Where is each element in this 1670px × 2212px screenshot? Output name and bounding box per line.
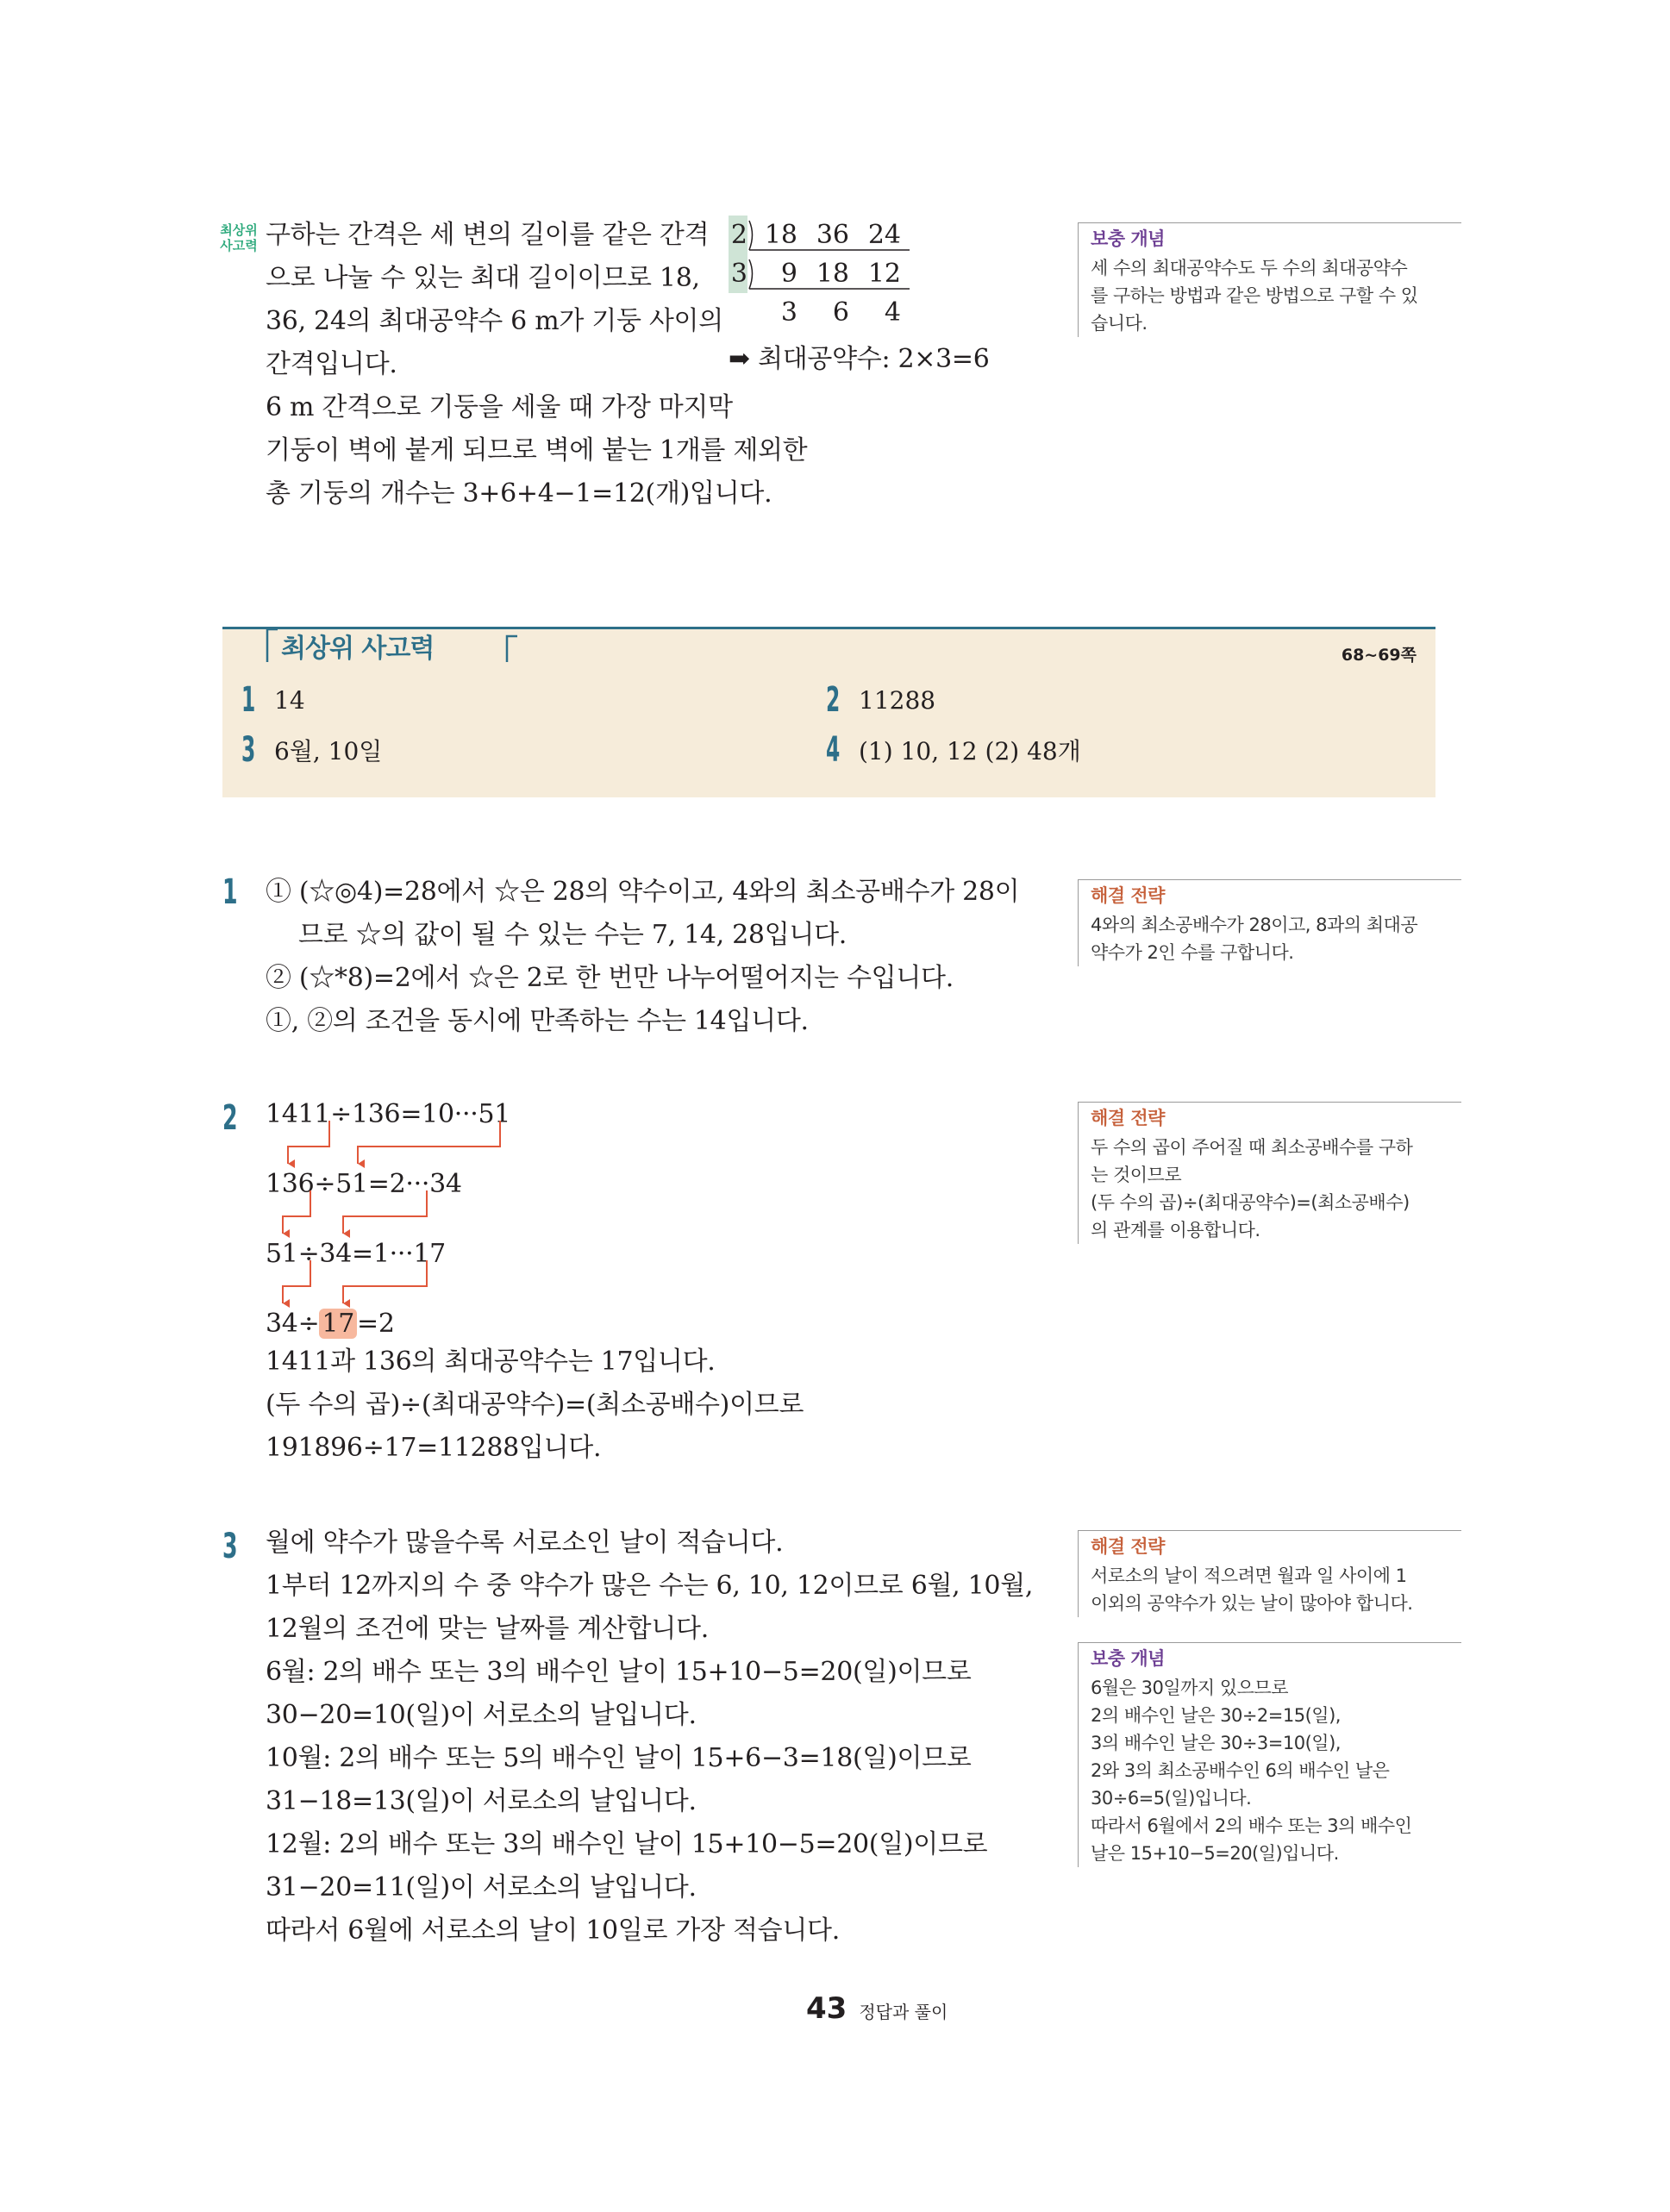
text-line: 6 m 간격으로 기둥을 세울 때 가장 마지막 (266, 392, 733, 422)
note-line: 2의 배수인 날은 30÷2=15(일), (1091, 1705, 1341, 1726)
text-line: 12월의 조건에 맞는 날짜를 계산합니다. (266, 1614, 709, 1644)
gcd-result: ➡ 최대공약수: 2×3=6 (729, 344, 990, 374)
note-line: 를 구하는 방법과 같은 방법으로 구할 수 있 (1091, 285, 1418, 306)
answer-number: 4 (826, 730, 841, 770)
answer-item (826, 728, 1081, 772)
note-title: 보충 개념 (1091, 228, 1165, 249)
text-line: ① (☆◎4)=28에서 ☆은 28의 약수이고, 4와의 최소공배수가 28이 (266, 877, 1020, 907)
page-footer (806, 1991, 948, 2026)
cell: 6 (832, 297, 849, 328)
note-line: 30÷6=5(일)입니다. (1091, 1788, 1252, 1809)
note-line: 날은 15+10−5=20(일)입니다. (1091, 1843, 1339, 1864)
side-note-p3-strategy (1078, 1530, 1461, 1617)
side-note-p3-concept (1078, 1642, 1461, 1867)
text-line: 1부터 12까지의 수 중 약수가 많은 수는 6, 10, 12이므로 6월, 10월, (266, 1571, 1034, 1601)
note-line: 세 수의 최대공약수도 두 수의 최대공약수 (1091, 258, 1408, 278)
text-line: 따라서 6월에 서로소의 날이 10일로 가장 적습니다. (266, 1915, 840, 1946)
euclid-step: 1411÷136=10···51 (266, 1099, 511, 1129)
problem-number: 2 (222, 1098, 238, 1138)
cell: 24 (867, 220, 901, 250)
text-line: 총 기둥의 개수는 3+6+4−1=12(개)입니다. (266, 478, 772, 509)
euclid-arrows (259, 1121, 535, 1328)
side-note-top (1078, 222, 1461, 337)
note-title: 해결 전략 (1091, 1108, 1165, 1128)
note-line: 약수가 2인 수를 구합니다. (1091, 942, 1294, 963)
problem-2-solution (266, 1340, 804, 1470)
footer-label: 정답과 풀이 (859, 2002, 948, 2022)
cell: 18 (764, 220, 797, 250)
note-line: (두 수의 곱)÷(최대공약수)=(최소공배수) (1091, 1192, 1410, 1213)
answer-number: 3 (241, 730, 256, 770)
cell: 36 (816, 220, 849, 250)
side-note-p2 (1078, 1102, 1461, 1244)
text-line: 1411과 136의 최대공약수는 17입니다. (266, 1347, 716, 1377)
problem-number: 3 (222, 1527, 238, 1566)
cell: 18 (816, 259, 849, 289)
text-line: ② (☆*8)=2에서 ☆은 2로 한 번만 나누어떨어지는 수입니다. (266, 963, 954, 993)
note-line: 따라서 6월에서 2의 배수 또는 3의 배수인 (1091, 1815, 1412, 1836)
text-line: 31−18=13(일)이 서로소의 날입니다. (266, 1786, 697, 1816)
page-number: 43 (806, 1991, 848, 2026)
answer-value: 11288 (859, 685, 936, 715)
cell: 12 (867, 259, 901, 289)
section-title: 최상위 사고력 (281, 634, 435, 664)
text-line: 월에 약수가 많을수록 서로소인 날이 적습니다. (266, 1528, 784, 1558)
divisor: 2 (729, 216, 747, 254)
note-title: 해결 전략 (1091, 1536, 1165, 1557)
text-line: (두 수의 곱)÷(최대공약수)=(최소공배수)이므로 (266, 1390, 804, 1420)
note-line: 3의 배수인 날은 30÷3=10(일), (1091, 1733, 1341, 1753)
text-line: ①, ②의 조건을 동시에 만족하는 수는 14입니다. (266, 1006, 809, 1036)
note-line: 두 수의 곱이 주어질 때 최소공배수를 구하 (1091, 1137, 1413, 1158)
euclid-step: 136÷51=2···34 (266, 1169, 462, 1199)
top-tag: 최상위 사고력 (220, 222, 258, 253)
cell: 3 (780, 297, 797, 328)
division-bracket-lines (729, 216, 927, 336)
note-line: 서로소의 날이 적으려면 월과 일 사이에 1 (1091, 1565, 1407, 1586)
divisor: 3 (729, 254, 747, 293)
text-line: 간격입니다. (266, 349, 397, 379)
text-line: 10월: 2의 배수 또는 5의 배수인 날이 15+6−3=18(일)이므로 (266, 1743, 972, 1773)
text-line: 구하는 간격은 세 변의 길이를 같은 간격 (266, 220, 710, 250)
note-line: 2와 3의 최소공배수인 6의 배수인 날은 (1091, 1760, 1390, 1781)
answer-item (241, 728, 382, 772)
answer-number: 2 (826, 680, 841, 720)
note-title: 보충 개념 (1091, 1648, 1165, 1669)
euclid-step: 51÷34=1···17 (266, 1239, 446, 1269)
cell: 9 (780, 259, 797, 289)
answer-value: 6월, 10일 (274, 737, 383, 765)
text-line: 므로 ☆의 값이 될 수 있는 수는 7, 14, 28입니다. (298, 920, 847, 950)
note-line: 6월은 30일까지 있으므로 (1091, 1678, 1289, 1698)
problem-number: 1 (222, 872, 238, 912)
page-range: 68~69쪽 (1341, 646, 1417, 665)
answer-item (241, 678, 305, 722)
note-line: 이외의 공약수가 있는 날이 많아야 합니다. (1091, 1593, 1413, 1614)
euclid-step: 34÷ 17 =2 (266, 1309, 395, 1339)
answer-panel (222, 627, 1435, 797)
problem-1-solution (266, 871, 1019, 1043)
answer-item (826, 678, 935, 722)
note-title: 해결 전략 (1091, 885, 1165, 906)
cell: 4 (884, 297, 901, 328)
text-line: 191896÷17=11288입니다. (266, 1433, 602, 1463)
problem-3-solution (266, 1522, 1033, 1953)
answer-value: 14 (274, 685, 305, 715)
text-line: 30−20=10(일)이 서로소의 날입니다. (266, 1700, 697, 1730)
answer-number: 1 (241, 680, 256, 720)
top-explanation (266, 214, 807, 516)
gcd-highlight: 17 (319, 1309, 357, 1339)
side-note-p1 (1078, 879, 1461, 966)
text-line: 으로 나눌 수 있는 최대 길이이므로 18, (266, 263, 700, 293)
text-line: 36, 24의 최대공약수 6 m가 기둥 사이의 (266, 306, 723, 336)
ladder-division (729, 216, 927, 336)
text-line: 6월: 2의 배수 또는 3의 배수인 날이 15+10−5=20(일)이므로 (266, 1657, 972, 1687)
note-line: 는 것이므로 (1091, 1165, 1182, 1185)
text-line: 31−20=11(일)이 서로소의 날입니다. (266, 1872, 697, 1903)
answer-value: (1) 10, 12 (2) 48개 (859, 737, 1081, 765)
text-line: 12월: 2의 배수 또는 3의 배수인 날이 15+10−5=20(일)이므로 (266, 1829, 988, 1859)
note-line: 4와의 최소공배수가 28이고, 8과의 최대공 (1091, 915, 1418, 935)
note-line: 습니다. (1091, 313, 1148, 334)
note-line: 의 관계를 이용합니다. (1091, 1220, 1260, 1240)
text-line: 기둥이 벽에 붙게 되므로 벽에 붙는 1개를 제외한 (266, 435, 808, 466)
